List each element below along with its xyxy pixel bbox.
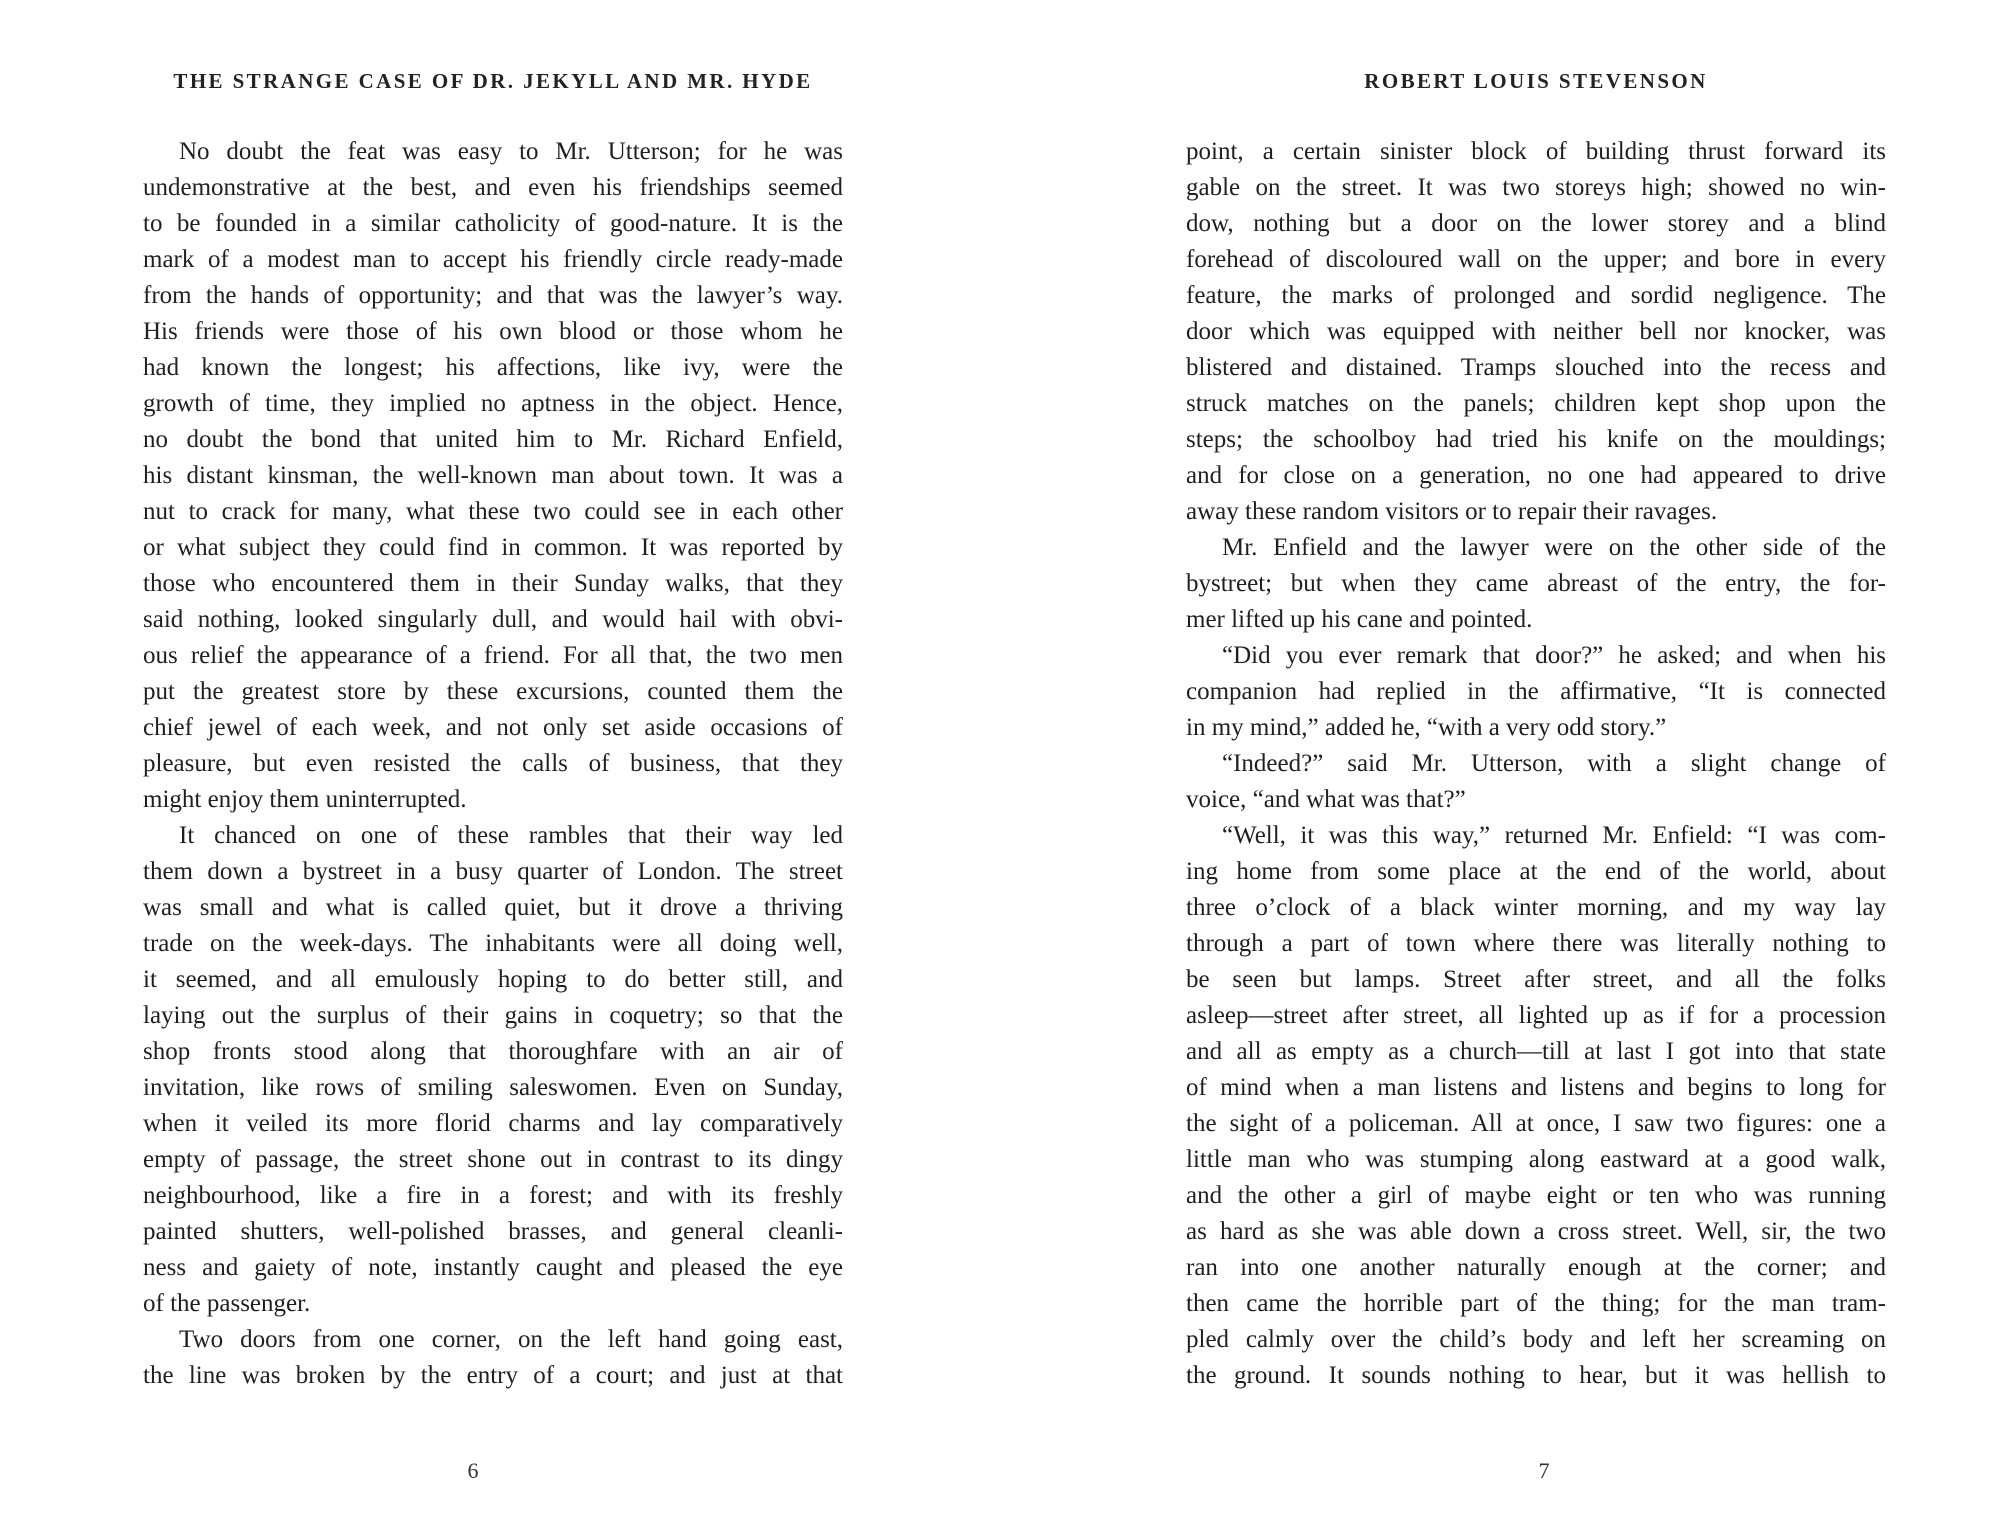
text-line: dow, nothing but a door on the lower storey and a blind (1186, 210, 1886, 237)
text-line: feature, the marks of prolonged and sordid negligence. The (1186, 282, 1886, 309)
text-line: chief jewel of each week, and not only set aside occasions of (143, 714, 843, 741)
text-line: steps; the schoolboy had tried his knife on the mouldings; (1186, 426, 1886, 453)
text-line: said nothing, looked singularly dull, and would hail with obvi- (143, 606, 843, 633)
text-line: when it veiled its more florid charms and lay comparatively (143, 1110, 843, 1137)
text-line: his distant kinsman, the well-known man about town. It was a (143, 462, 843, 489)
text-line: was small and what is called quiet, but it drove a thriving (143, 894, 843, 921)
text-line: three o’clock of a black winter morning, and my way lay (1186, 894, 1886, 921)
text-line: the ground. It sounds nothing to hear, but it was hellish to (1186, 1362, 1886, 1389)
text-line: put the greatest store by these excursions, counted them the (143, 678, 843, 705)
text-line: nut to crack for many, what these two could see in each other (143, 498, 843, 525)
text-line: asleep—street after street, all lighted up as if for a procession (1186, 1002, 1886, 1029)
text-line: forehead of discoloured wall on the upper; and bore in every (1186, 246, 1886, 273)
text-line: had known the longest; his affections, like ivy, were the (143, 354, 843, 381)
text-line: point, a certain sinister block of building thrust forward its (1186, 138, 1886, 165)
right-page (1000, 0, 2000, 1524)
text-line: or what subject they could find in common. It was reported by (143, 534, 843, 561)
text-line: His friends were those of his own blood or those whom he (143, 318, 843, 345)
text-line: laying out the surplus of their gains in coquetry; so that the (143, 1002, 843, 1029)
text-line: and for close on a generation, no one had appeared to drive (1186, 462, 1886, 489)
text-line: then came the horrible part of the thing; for the man tram- (1186, 1290, 1886, 1317)
text-line: in my mind,” added he, “with a very odd story.” (1186, 714, 1667, 741)
text-line: voice, “and what was that?” (1186, 786, 1466, 813)
text-line: struck matches on the panels; children kept shop upon the (1186, 390, 1886, 417)
text-line: the line was broken by the entry of a court; and just at that (143, 1362, 843, 1389)
text-line: it seemed, and all emulously hoping to do better still, and (143, 966, 843, 993)
text-line: “Did you ever remark that door?” he asked; and when his (1222, 642, 1886, 669)
text-line: mark of a modest man to accept his friendly circle ready-made (143, 246, 843, 273)
text-line: little man who was stumping along eastward at a good walk, (1186, 1146, 1886, 1173)
text-line: of mind when a man listens and listens and begins to long for (1186, 1074, 1886, 1101)
text-line: undemonstrative at the best, and even his friendships seemed (143, 174, 843, 201)
text-line: of the passenger. (143, 1290, 311, 1317)
text-line: them down a bystreet in a busy quarter of London. The street (143, 858, 843, 885)
text-line: growth of time, they implied no aptness in the object. Hence, (143, 390, 843, 417)
text-line: No doubt the feat was easy to Mr. Utterson; for he was (179, 138, 843, 165)
text-line: bystreet; but when they came abreast of the entry, the for- (1186, 570, 1886, 597)
text-line: “Well, it was this way,” returned Mr. Enfield: “I was com- (1222, 822, 1886, 849)
text-line: mer lifted up his cane and pointed. (1186, 606, 1533, 633)
text-line: ness and gaiety of note, instantly caught and pleased the eye (143, 1254, 843, 1281)
text-line: It chanced on one of these rambles that their way led (179, 822, 843, 849)
text-line: from the hands of opportunity; and that was the lawyer’s way. (143, 282, 843, 309)
text-line: shop fronts stood along that thoroughfare with an air of (143, 1038, 843, 1065)
text-line: and all as empty as a church—till at last I got into that state (1186, 1038, 1886, 1065)
page-number: 6 (467, 1458, 479, 1483)
text-line: trade on the week-days. The inhabitants were all doing well, (143, 930, 843, 957)
text-line: away these random visitors or to repair their ravages. (1186, 498, 1718, 525)
text-line: ing home from some place at the end of the world, about (1186, 858, 1886, 885)
text-line: as hard as she was able down a cross street. Well, sir, the two (1186, 1218, 1886, 1245)
text-line: ous relief the appearance of a friend. For all that, the two men (143, 642, 843, 669)
page-number: 7 (1538, 1458, 1550, 1483)
left-page-body (143, 134, 843, 1394)
text-line: the sight of a policeman. All at once, I saw two figures: one a (1186, 1110, 1886, 1137)
text-line: no doubt the bond that united him to Mr. Richard Enfield, (143, 426, 843, 453)
text-line: might enjoy them uninterrupted. (143, 786, 467, 813)
text-line: pleasure, but even resisted the calls of business, that they (143, 750, 843, 777)
text-line: empty of passage, the street shone out in contrast to its dingy (143, 1146, 843, 1173)
running-head-title: THE STRANGE CASE OF DR. JEKYLL AND MR. HYDE (173, 69, 813, 93)
text-line: painted shutters, well-polished brasses, and general cleanli- (143, 1218, 843, 1245)
text-line: companion had replied in the affirmative, “It is connected (1186, 678, 1886, 705)
running-head-author: ROBERT LOUIS STEVENSON (1364, 69, 1708, 93)
text-line: gable on the street. It was two storeys high; showed no win- (1186, 174, 1886, 201)
text-line: and the other a girl of maybe eight or ten who was running (1186, 1182, 1886, 1209)
text-line: ran into one another naturally enough at the corner; and (1186, 1254, 1886, 1281)
text-line: blistered and distained. Tramps slouched into the recess and (1186, 354, 1886, 381)
text-line: be seen but lamps. Street after street, and all the folks (1186, 966, 1886, 993)
text-line: pled calmly over the child’s body and left her screaming on (1186, 1326, 1886, 1353)
text-line: door which was equipped with neither bell nor knocker, was (1186, 318, 1886, 345)
text-line: neighbourhood, like a fire in a forest; and with its freshly (143, 1182, 843, 1209)
text-line: to be founded in a similar catholicity of good-nature. It is the (143, 210, 843, 237)
right-page-body (1186, 134, 1886, 1394)
text-line: Mr. Enfield and the lawyer were on the other side of the (1222, 534, 1886, 561)
text-line: Two doors from one corner, on the left hand going east, (179, 1326, 843, 1353)
text-line: through a part of town where there was literally nothing to (1186, 930, 1886, 957)
text-line: invitation, like rows of smiling saleswomen. Even on Sunday, (143, 1074, 843, 1101)
text-line: those who encountered them in their Sunday walks, that they (143, 570, 843, 597)
text-line: “Indeed?” said Mr. Utterson, with a slight change of (1222, 750, 1886, 777)
